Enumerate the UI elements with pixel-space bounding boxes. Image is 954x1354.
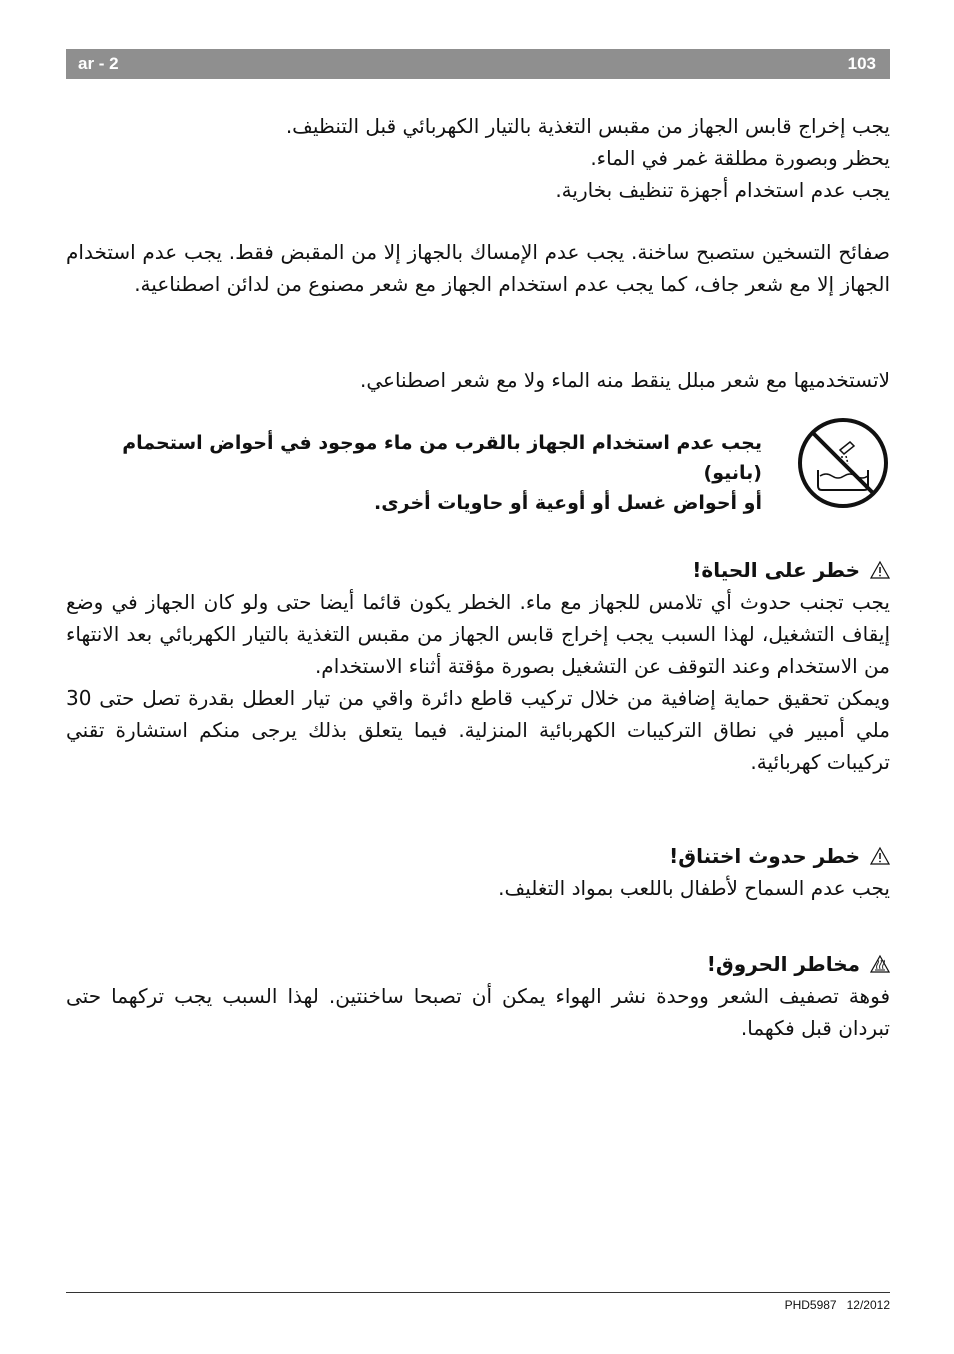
language-page-label: ar - 2: [78, 54, 119, 73]
model-number: PHD5987: [784, 1298, 837, 1312]
water-warning-line: يجب عدم استخدام الجهاز بالقرب من ماء موجود في أحواض استحمام (بانيو): [122, 432, 762, 484]
page-footer: [785, 1298, 890, 1312]
intro-line: يجب إخراج قابس الجهاز من مقبس التغذية بالتيار الكهربائي قبل التنظيف.: [285, 114, 890, 138]
hot-surface-icon: [870, 954, 890, 974]
danger-choke-title: خطر حدوث اختناق!: [669, 844, 860, 868]
intro-line: يحظر وبصورة مطلقة غمر في الماء.: [590, 146, 890, 170]
danger-life-title: خطر على الحياة!: [692, 558, 860, 582]
danger-choke-text: يجب عدم السماح لأطفال باللعب بمواد التغليف.: [498, 876, 890, 900]
wet-hair-line: لاتستخدميها مع شعر مبلل ينقط منه الماء ولا مع شعر اصطناعي.: [360, 368, 890, 392]
warning-triangle-icon: [870, 846, 890, 866]
intro-lines: [66, 110, 890, 206]
warning-triangle-icon: [870, 560, 890, 580]
page-header: [66, 49, 890, 79]
danger-life-heading: [66, 554, 890, 586]
water-warning: [66, 428, 762, 518]
danger-burn-section: [66, 948, 890, 1044]
danger-life-para1: يجب تجنب حدوث أي تلامس للجهاز مع ماء. الخطر يكون قائما أيضا حتى ولو كان الجهاز في وضع إيقاف التشغيل، لهذا السبب يجب إخراج قابس الجهاز من مقبس التغذية بالتيار الكهربائي بعد الانتهاء من الاستخدام وعند التوقف عن التشغيل بصورة مؤقتة أثناء الاستخدام.: [66, 590, 890, 678]
danger-burn-heading: [66, 948, 890, 980]
danger-burn-text: فوهة تصفيف الشعر ووحدة نشر الهواء يمكن أن تصبحا ساخنتين. لهذا السبب يجب تركهما حتى تبردان قبل فكهما.: [66, 984, 890, 1040]
footer-date: 12/2012: [846, 1298, 890, 1312]
danger-life-para2: ويمكن تحقيق حماية إضافية من خلال تركيب قاطع دائرة واقي من تيار العطل بقدرة تصل حتى 30 ملي أمبير في نطاق التركيبات الكهربائية المنزلية. فيما يتعلق بذلك يرجى منكم استشارة تقني تركيبات كهربائية.: [66, 686, 890, 774]
footer-divider: [66, 1292, 890, 1293]
heating-paragraph: صفائح التسخين ستصبح ساخنة. يجب عدم الإمساك بالجهاز إلا من المقبض فقط. يجب عدم استخدام الجهاز إلا مع شعر جاف، كما يجب عدم استخدام الجهاز مع شعر مصنوع من لدائن اصطناعية.: [66, 240, 890, 296]
danger-choke-heading: [66, 840, 890, 872]
no-water-bath-icon: [796, 416, 890, 510]
water-warning-line: أو أحواض غسل أو أوعية أو حاويات أخرى.: [374, 492, 762, 514]
danger-life-section: [66, 554, 890, 778]
danger-burn-title: مخاطر الحروق!: [706, 952, 860, 976]
danger-choke-section: [66, 840, 890, 904]
intro-line: يجب عدم استخدام أجهزة تنظيف بخارية.: [555, 178, 890, 202]
page-number: 103: [847, 54, 876, 73]
